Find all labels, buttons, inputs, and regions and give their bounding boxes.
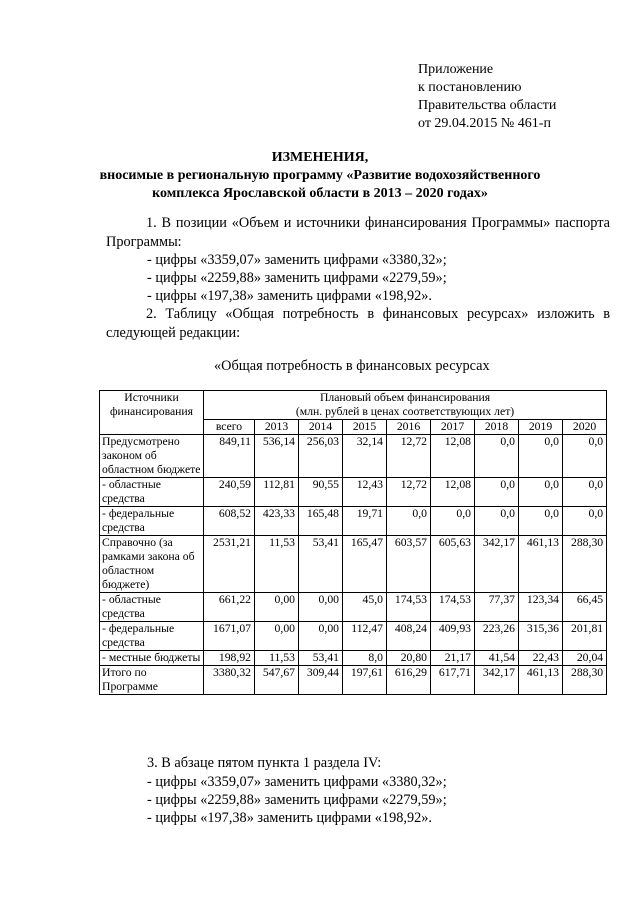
table-cell: 0,00 — [299, 593, 343, 622]
row-label: - областные средства — [100, 593, 204, 622]
table-cell: 1671,07 — [204, 622, 255, 651]
item-1-line: - цифры «2259,88» заменить цифрами «2279,59»; — [147, 270, 447, 286]
table-cell: 32,14 — [343, 435, 387, 478]
table-cell: 2531,21 — [204, 536, 255, 593]
table-cell: 174,53 — [431, 593, 475, 622]
table-cell: 342,17 — [475, 666, 519, 695]
table-cell: 12,08 — [431, 478, 475, 507]
item-1-text: 1. В позиции «Объем и источники финансирования Программы» паспорта Программы: — [106, 215, 610, 250]
appendix-block — [418, 61, 556, 133]
heading-line: комплекса Ярославской области в 2013 – 2020 годах» — [152, 186, 488, 201]
table-cell: 123,34 — [519, 593, 563, 622]
appendix-line: Приложение — [418, 62, 494, 77]
table-row — [100, 651, 607, 666]
table-cell: 409,93 — [431, 622, 475, 651]
table-cell: 112,47 — [343, 622, 387, 651]
year-header: 2018 — [475, 420, 519, 435]
table-row — [100, 622, 607, 651]
year-header: 2013 — [255, 420, 299, 435]
table-cell: 201,81 — [563, 622, 607, 651]
table-row — [100, 478, 607, 507]
table-cell: 0,00 — [255, 593, 299, 622]
table-cell: 0,0 — [431, 507, 475, 536]
table-cell: 198,92 — [204, 651, 255, 666]
document-heading — [80, 149, 560, 203]
table-cell: 256,03 — [299, 435, 343, 478]
table-cell: 288,30 — [563, 536, 607, 593]
table-row — [100, 507, 607, 536]
table-cell: 603,57 — [387, 536, 431, 593]
table-cell: 0,0 — [475, 478, 519, 507]
year-header: 2020 — [563, 420, 607, 435]
year-header: 2017 — [431, 420, 475, 435]
table-cell: 616,29 — [387, 666, 431, 695]
table-cell: 21,17 — [431, 651, 475, 666]
table-cell: 12,43 — [343, 478, 387, 507]
row-label: Итого по Программе — [100, 666, 204, 695]
table-cell: 0,0 — [563, 507, 607, 536]
table-cell: 849,11 — [204, 435, 255, 478]
item-1-line: - цифры «3359,07» заменить цифрами «3380,32»; — [147, 252, 447, 268]
table-row — [100, 593, 607, 622]
table-cell: 617,71 — [431, 666, 475, 695]
table-cell: 0,0 — [475, 507, 519, 536]
table-cell: 45,0 — [343, 593, 387, 622]
table-cell: 0,0 — [563, 435, 607, 478]
heading-title: ИЗМЕНЕНИЯ, — [271, 150, 369, 165]
table-cell: 197,61 — [343, 666, 387, 695]
table-cell: 536,14 — [255, 435, 299, 478]
table-cell: 223,26 — [475, 622, 519, 651]
row-label: Предусмотрено законом об областном бюджете — [100, 435, 204, 478]
table-cell: 461,13 — [519, 536, 563, 593]
table-cell: 165,47 — [343, 536, 387, 593]
table-cell: 0,0 — [519, 507, 563, 536]
table-cell: 0,0 — [519, 478, 563, 507]
row-label: - областные средства — [100, 478, 204, 507]
row-label: - федеральные средства — [100, 507, 204, 536]
table-cell: 0,0 — [519, 435, 563, 478]
table-cell: 309,44 — [299, 666, 343, 695]
table-cell: 11,53 — [255, 651, 299, 666]
table-cell: 12,08 — [431, 435, 475, 478]
table-cell: 661,22 — [204, 593, 255, 622]
item-3-line: - цифры «3359,07» заменить цифрами «3380,32»; — [147, 774, 447, 790]
table-cell: 0,00 — [299, 622, 343, 651]
year-header: всего — [204, 420, 255, 435]
table-cell: 77,37 — [475, 593, 519, 622]
table-cell: 3380,32 — [204, 666, 255, 695]
appendix-line: Правительства области — [418, 98, 557, 113]
year-header: 2016 — [387, 420, 431, 435]
table-row — [100, 536, 607, 593]
table-cell: 112,81 — [255, 478, 299, 507]
item-3-line: - цифры «197,38» заменить цифрами «198,92». — [147, 810, 432, 826]
table-cell: 11,53 — [255, 536, 299, 593]
table-cell: 8,0 — [343, 651, 387, 666]
table-cell: 605,63 — [431, 536, 475, 593]
table-cell: 22,43 — [519, 651, 563, 666]
row-label: - федеральные средства — [100, 622, 204, 651]
table-cell: 53,41 — [299, 536, 343, 593]
table-cell: 315,36 — [519, 622, 563, 651]
table-cell: 174,53 — [387, 593, 431, 622]
table-cell: 240,59 — [204, 478, 255, 507]
year-header: 2015 — [343, 420, 387, 435]
table-cell: 342,17 — [475, 536, 519, 593]
table-cell: 461,13 — [519, 666, 563, 695]
table-cell: 19,71 — [343, 507, 387, 536]
appendix-line: к постановлению — [418, 80, 522, 95]
source-header: Источники финансирования — [100, 391, 204, 435]
table-cell: 12,72 — [387, 435, 431, 478]
item-2-text: 2. Таблицу «Общая потребность в финансовых ресурсах» изложить в следующей редакции: — [106, 306, 610, 341]
plan-header-title: Плановый объем финансирования — [319, 391, 491, 404]
table-cell: 66,45 — [563, 593, 607, 622]
table-cell: 12,72 — [387, 478, 431, 507]
plan-header-units: (млн. рублей в ценах соответствующих лет) — [295, 405, 515, 418]
year-header: 2014 — [299, 420, 343, 435]
table-cell: 0,0 — [475, 435, 519, 478]
appendix-line: от 29.04.2015 № 461-п — [418, 116, 551, 131]
row-label: - местные бюджеты — [100, 651, 204, 666]
table-cell: 423,33 — [255, 507, 299, 536]
table-row — [100, 435, 607, 478]
table-cell: 408,24 — [387, 622, 431, 651]
table-cell: 165,48 — [299, 507, 343, 536]
item-3-line: - цифры «2259,88» заменить цифрами «2279,59»; — [147, 792, 447, 808]
table-body — [100, 435, 607, 695]
year-header: 2019 — [519, 420, 563, 435]
heading-line: вносимые в региональную программу «Развитие водохозяйственного — [99, 168, 541, 183]
item-3-text: 3. В абзаце пятом пункта 1 раздела IV: — [147, 755, 382, 771]
table-row — [100, 666, 607, 695]
table-cell: 20,04 — [563, 651, 607, 666]
table-cell: 608,52 — [204, 507, 255, 536]
financing-table — [99, 390, 607, 695]
row-label: Справочно (за рамками закона об областном бюджете) — [100, 536, 204, 593]
table-cell: 0,0 — [563, 478, 607, 507]
table-cell: 0,00 — [255, 622, 299, 651]
table-caption: «Общая потребность в финансовых ресурсах — [214, 358, 490, 374]
table-cell: 20,80 — [387, 651, 431, 666]
table-cell: 547,67 — [255, 666, 299, 695]
table-cell: 0,0 — [387, 507, 431, 536]
table-cell: 53,41 — [299, 651, 343, 666]
table-cell: 90,55 — [299, 478, 343, 507]
table-cell: 41,54 — [475, 651, 519, 666]
table-cell: 288,30 — [563, 666, 607, 695]
item-1-line: - цифры «197,38» заменить цифрами «198,92». — [147, 288, 432, 304]
plan-header — [204, 391, 607, 420]
